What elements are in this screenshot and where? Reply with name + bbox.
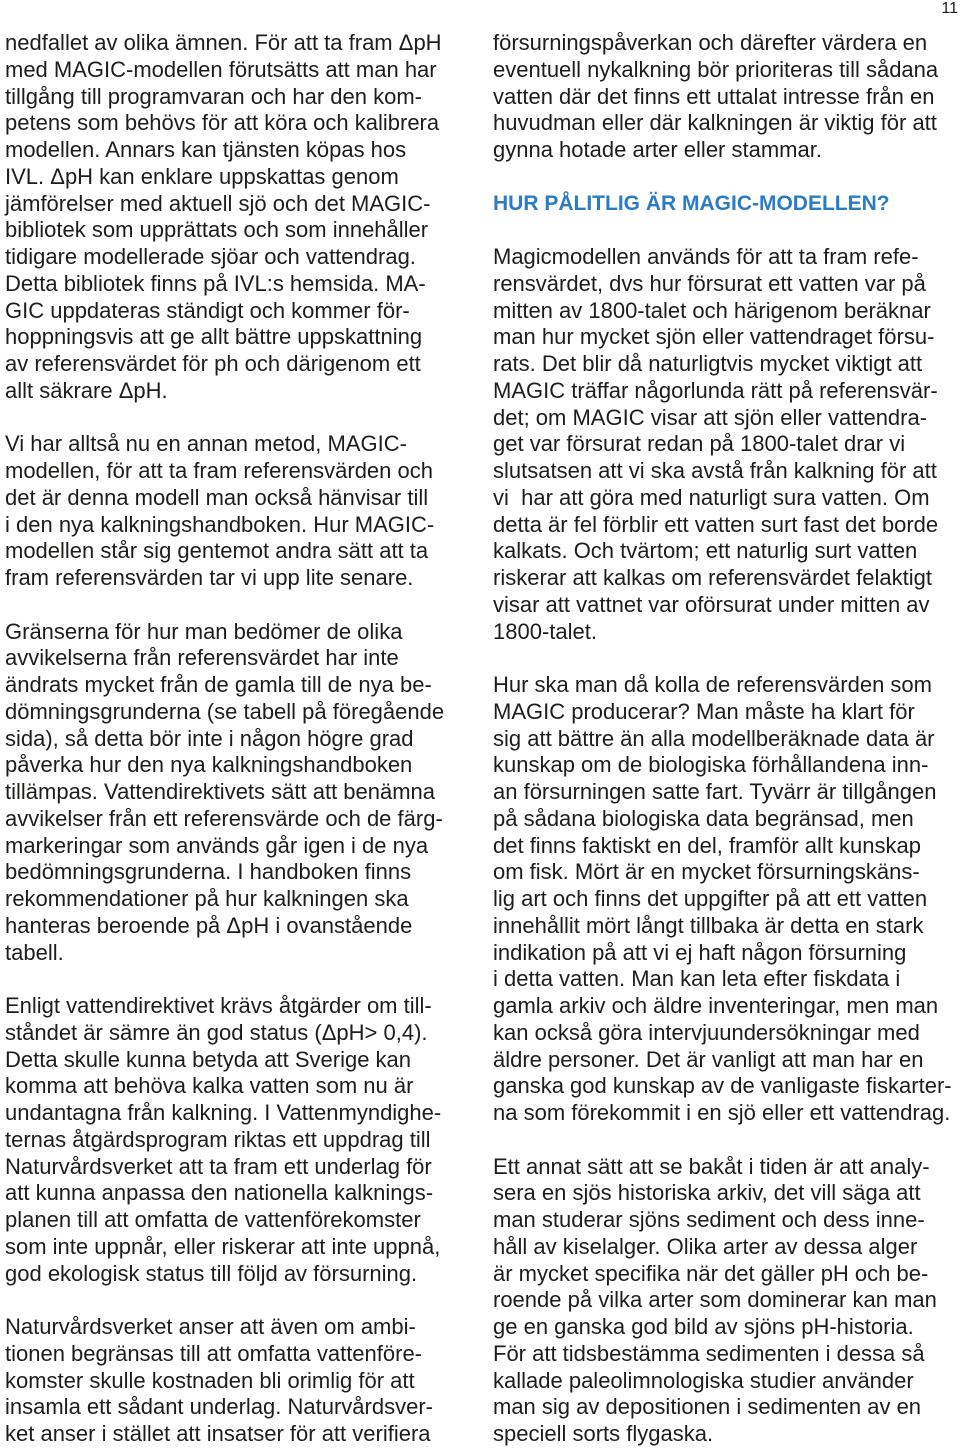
text-line: bedömningsgrunderna. I handboken finns <box>5 859 412 885</box>
text-line: kallade paleolimnologiska studier använder <box>493 1367 914 1393</box>
text-line: jämförelser med aktuell sjö och det MAGIC- <box>5 190 431 216</box>
text-line: hanteras beroende på ΔpH i ovanstående <box>5 912 413 938</box>
text-line: äldre personer. Det är vanligt att man har en <box>493 1046 924 1072</box>
text-line: undantagna från kalkning. I Vattenmyndighe- <box>5 1100 442 1125</box>
text-line: det finns faktiskt en del, framför allt kunskap <box>493 832 921 858</box>
text-line: Detta bibliotek finns på IVL:s hemsida. MA- <box>5 270 426 296</box>
text-line: an försurningen satte fart. Tyvärr är tillgången <box>493 779 937 804</box>
text-line: påverka hur den nya kalkningshandboken <box>5 752 413 778</box>
text-line: på sådana biologiska data begränsad, men <box>493 805 914 831</box>
text-line: gynna hotade arter eller stammar. <box>493 137 822 162</box>
paragraph <box>5 1314 475 1448</box>
text-line: ternas åtgärdsprogram riktas ett uppdrag till <box>5 1126 431 1152</box>
text-line: Naturvårdsverket att ta fram ett underlag för <box>5 1153 432 1179</box>
text-line: modellen står sig gentemot andra sätt att ta <box>5 538 429 564</box>
text-line: avvikelserna från referensvärdet har inte <box>5 645 399 671</box>
text-line: rats. Det blir då naturligtvis mycket viktigt att <box>493 351 923 376</box>
paragraph <box>493 672 955 1127</box>
text-line: detta är fel förblir ett vatten surt fast det borde <box>493 511 939 537</box>
text-line: gamla arkiv och äldre inventeringar, men man <box>493 993 939 1018</box>
text-line: riskerar att kalkas om referensvärdet felaktigt <box>493 565 932 590</box>
text-line: planen till att omfatta de vattenförekomster <box>5 1207 421 1232</box>
text-line: fram referensvärden tar vi upp lite senare. <box>5 565 414 590</box>
text-line: tabell. <box>5 939 64 965</box>
text-line: Ett annat sätt att se bakåt i tiden är att analy- <box>493 1153 930 1179</box>
text-line: Detta skulle kunna betyda att Sverige kan <box>5 1046 412 1072</box>
text-line: sera en sjös historiska arkiv, det vill säga att <box>493 1180 921 1206</box>
text-line: bibliotek som upprättats och som innehåller <box>5 217 429 243</box>
text-line: insamla ett sådant underlag. Naturvårdsver- <box>5 1394 433 1420</box>
lead-paragraph <box>493 30 955 164</box>
right-column <box>493 30 955 1448</box>
text-line: det är denna modell man också hänvisar till <box>5 484 429 510</box>
text-line: Gränserna för hur man bedömer de olika <box>5 618 403 644</box>
text-line: markeringar som används går igen i de nya <box>5 832 429 858</box>
text-line: god ekologisk status till följd av försurning. <box>5 1260 418 1286</box>
paragraph <box>5 619 475 967</box>
text-line: Magicmodellen används för att ta fram refe- <box>493 244 919 269</box>
paragraph <box>493 1154 955 1448</box>
text-line: av referensvärdet för ph och därigenom ett <box>5 351 421 376</box>
text-line: indikation på att vi ej haft någon försurning <box>493 939 907 965</box>
text-line: get var försurat redan på 1800-talet drar vi <box>493 431 906 457</box>
text-line: vatten där det finns ett uttalat intresse från en <box>493 83 935 109</box>
text-line: Hur ska man då kolla de referensvärden som <box>493 672 932 697</box>
text-line: 1800-talet. <box>493 618 597 644</box>
text-line: MAGIC träffar någorlunda rätt på referensvär- <box>493 377 938 403</box>
left-column <box>5 30 475 1448</box>
section-heading: HUR PÅLITLIG ÄR MAGIC-MODELLEN? <box>493 191 890 215</box>
paragraph <box>493 244 955 645</box>
text-line: kan också göra intervjuundersökningar med <box>493 1019 920 1045</box>
text-line: man sig av depositionen i sedimenten av en <box>493 1394 922 1420</box>
text-line: håll av kiselalger. Olika arter av dessa alger <box>493 1233 918 1259</box>
text-line: dömningsgrunderna (se tabell på föregående <box>5 698 445 724</box>
text-line: tillgång till programvaran och har den kom- <box>5 83 422 109</box>
text-line: man studerar sjöns sediment och dess inne- <box>493 1207 925 1232</box>
paragraph <box>5 993 475 1287</box>
text-line: speciell sorts flygaska. <box>493 1421 714 1446</box>
text-line: man hur mycket sjön eller vattendraget försu- <box>493 324 935 350</box>
text-line: eventuell nykalkning bör prioriteras till sådana <box>493 56 939 82</box>
text-line: om fisk. Mört är en mycket försurningskäns- <box>493 859 920 885</box>
text-line: Vi har alltså nu en annan metod, MAGIC- <box>5 431 407 457</box>
text-line: na som förekommit i en sjö eller ett vattendrag. <box>493 1100 951 1125</box>
text-line: GIC uppdateras ständigt och kommer för- <box>5 297 410 323</box>
text-line: i den nya kalkningshandboken. Hur MAGIC- <box>5 511 435 537</box>
text-line: roende på vilka arter som dominerar kan man <box>493 1287 937 1313</box>
text-line: ganska god kunskap av de vanligaste fiskarter- <box>493 1073 952 1099</box>
text-line: sig att bättre än alla modellberäknade data är <box>493 725 935 751</box>
text-line: ket anser i stället att insatser för att verifiera <box>5 1421 431 1446</box>
text-line: rensvärdet, dvs hur försurat ett vatten var på <box>493 270 926 296</box>
text-line: hoppningsvis att ge allt bättre uppskattning <box>5 324 423 350</box>
text-line: tionen begränsas till att omfatta vattenföre- <box>5 1340 423 1366</box>
text-line: modellen. Annars kan tjänsten köpas hos <box>5 137 407 162</box>
text-line: i detta vatten. Man kan leta efter fiskdata i <box>493 966 901 992</box>
text-line: ge en ganska god bild av sjöns pH-historia. <box>493 1314 914 1339</box>
page-number: 11 <box>941 0 958 17</box>
text-line: ändrats mycket från de gamla till de nya be- <box>5 672 432 697</box>
text-line: tillämpas. Vattendirektivets sätt att benämna <box>5 779 436 804</box>
text-line: IVL. ΔpH kan enklare uppskattas genom <box>5 163 399 189</box>
text-line: att kunna anpassa den nationella kalknings- <box>5 1180 434 1206</box>
text-line: innehållit mört långt tillbaka är detta en stark <box>493 912 924 938</box>
text-line: huvudman eller där kalkningen är viktig för att <box>493 110 937 136</box>
text-line: För att tidsbestämma sedimenten i dessa så <box>493 1340 925 1366</box>
text-line: avvikelser från ett referensvärde och de färg- <box>5 805 443 831</box>
text-line: kalkats. Och tvärtom; ett naturlig surt vatten <box>493 538 918 564</box>
text-line: mitten av 1800-talet och härigenom beräknar <box>493 297 931 323</box>
text-line: nedfallet av olika ämnen. För att ta fram ΔpH <box>5 30 442 55</box>
text-line: är mycket specifika när det gäller pH och be- <box>493 1260 929 1286</box>
text-line: petens som behövs för att köra och kalibrera <box>5 110 440 136</box>
text-line: sida), så detta bör inte i någon högre grad <box>5 725 414 751</box>
text-line: försurningspåverkan och därefter värdera en <box>493 30 928 55</box>
paragraph <box>5 30 475 405</box>
text-line: MAGIC producerar? Man måste ha klart för <box>493 698 915 724</box>
text-line: komster skulle kostnaden bli orimlig för att <box>5 1367 415 1393</box>
paragraph <box>5 431 475 592</box>
text-line: modellen, för att ta fram referensvärden och <box>5 458 433 483</box>
text-line: rekommendationer på hur kalkningen ska <box>5 886 409 911</box>
text-line: vi har att göra med naturligt sura vatten. Om <box>493 484 930 510</box>
text-line: det; om MAGIC visar att sjön eller vattendra- <box>493 404 928 430</box>
text-line: Naturvårdsverket anser att även om ambi- <box>5 1314 416 1339</box>
text-line: med MAGIC-modellen förutsätts att man har <box>5 56 437 82</box>
text-line: kunskap om de biologiska förhållandena inn- <box>493 752 929 778</box>
text-line: allt säkrare ΔpH. <box>5 377 168 403</box>
text-line: ståndet är sämre än god status (ΔpH> 0,4). <box>5 1019 428 1045</box>
text-line: som inte uppnår, eller riskerar att inte uppnå, <box>5 1233 441 1259</box>
text-line: komma att behöva kalka vatten som nu är <box>5 1073 414 1099</box>
text-line: tidigare modellerade sjöar och vattendrag. <box>5 244 416 269</box>
text-line: slutsatsen att vi ska avstå från kalkning för att <box>493 458 937 483</box>
text-line: lig art och finns det uppgifter på att ett vatten <box>493 886 928 911</box>
text-line: Enligt vattendirektivet krävs åtgärder om till- <box>5 993 432 1018</box>
text-line: visar att vattnet var oförsurat under mitten av <box>493 591 930 617</box>
section-body <box>493 244 955 1448</box>
